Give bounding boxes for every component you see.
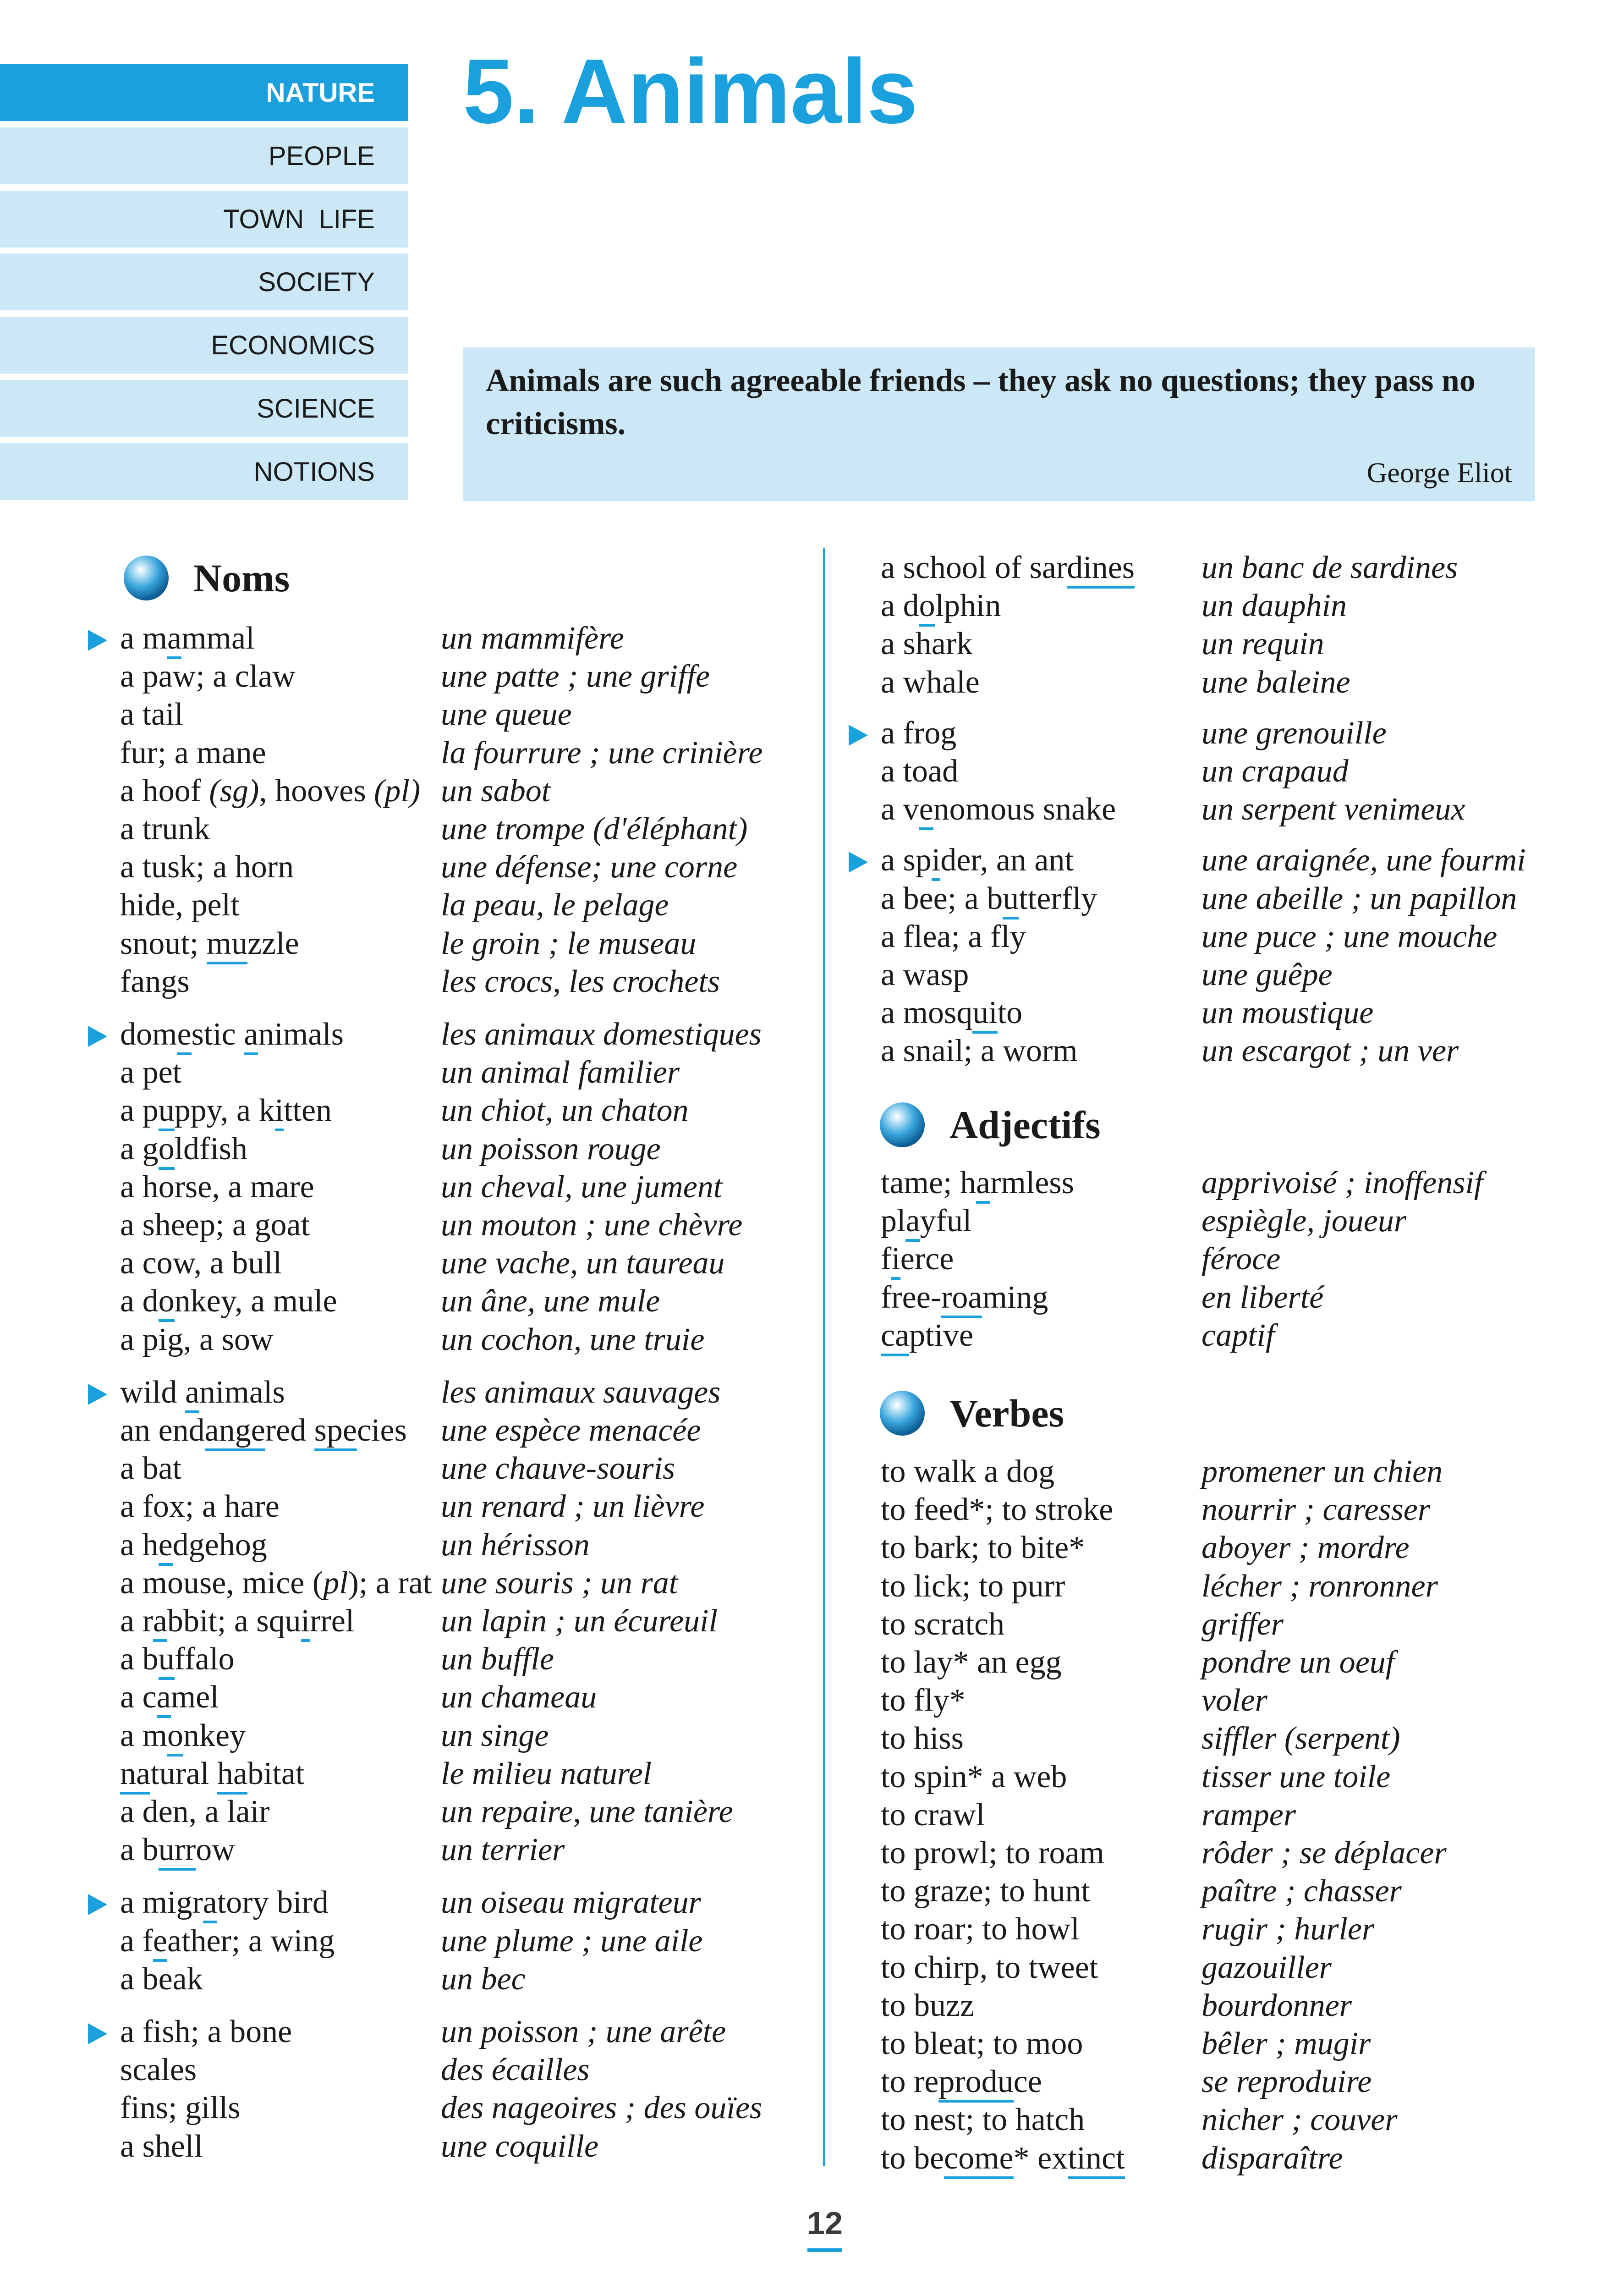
english-term: to roar; to howl <box>881 1911 1080 1947</box>
english-term: wild animals <box>120 1374 285 1411</box>
triangle-bullet-icon <box>88 2023 107 2044</box>
french-translation: nourrir ; caresser <box>1202 1492 1431 1528</box>
vocab-entry <box>120 1054 853 1091</box>
english-term: a whale <box>881 664 980 700</box>
english-term: a puppy, a kitten <box>120 1092 332 1129</box>
vocab-entry <box>881 1987 1614 2025</box>
french-translation: un dauphin <box>1202 588 1347 624</box>
vocab-entry <box>881 1317 1614 1354</box>
french-translation: un oiseau migrateur <box>441 1885 701 1921</box>
vocab-entry <box>120 2051 853 2089</box>
english-term: a fish; a bone <box>120 2014 292 2049</box>
english-term: natural habitat <box>120 1755 304 1793</box>
sidebar-item-notions[interactable]: NOTIONS <box>0 443 408 500</box>
english-term: to hiss <box>881 1721 964 1756</box>
vocab-entry <box>881 918 1614 956</box>
vocab-entry <box>881 549 1614 587</box>
vocab-entry <box>120 1488 853 1525</box>
vocab-entry <box>881 2101 1614 2139</box>
sidebar-item-economics[interactable]: ECONOMICS <box>0 317 408 374</box>
vocab-entry <box>120 1130 853 1168</box>
french-translation: un escargot ; un ver <box>1202 1033 1459 1069</box>
english-term: to lick; to purr <box>881 1568 1065 1604</box>
vocab-entry <box>120 1450 853 1487</box>
triangle-bullet-icon <box>849 852 868 873</box>
french-translation: bourdonner <box>1202 1988 1352 2023</box>
french-translation: une chauve-souris <box>441 1451 675 1487</box>
vocab-entry <box>881 1834 1614 1872</box>
section-title: Adjectifs <box>949 1103 1101 1147</box>
french-translation: la peau, le pelage <box>441 887 669 923</box>
vocab-entry <box>881 1644 1614 1681</box>
english-term: a camel <box>120 1679 219 1716</box>
vocab-entry <box>881 2140 1614 2177</box>
vocab-entry <box>881 1758 1614 1796</box>
section-title: Noms <box>193 556 290 600</box>
english-term: to feed*; to stroke <box>881 1492 1114 1528</box>
vocab-entry <box>881 1796 1614 1834</box>
english-term: captive <box>881 1317 973 1354</box>
vocab-entry <box>120 2089 853 2127</box>
vocab-entry <box>120 1283 853 1320</box>
triangle-bullet-icon <box>88 1894 107 1915</box>
english-term: a pet <box>120 1055 182 1090</box>
english-term: a donkey, a mule <box>120 1283 337 1320</box>
vocab-entry <box>881 1491 1614 1529</box>
french-translation: un chameau <box>441 1679 597 1715</box>
french-translation: gazouiller <box>1202 1949 1332 1985</box>
english-term: a dolphin <box>881 587 1001 625</box>
french-translation: un animal familier <box>441 1055 680 1090</box>
french-translation: tisser une toile <box>1202 1759 1391 1795</box>
section-title: Verbes <box>949 1391 1064 1435</box>
french-translation: apprivoisé ; inoffensif <box>1202 1165 1483 1200</box>
french-translation: la fourrure ; une crinière <box>441 735 763 771</box>
french-translation: disparaître <box>1202 2140 1343 2176</box>
vocab-entry <box>881 1164 1614 1202</box>
french-translation: une queue <box>441 697 572 732</box>
vocab-entry <box>881 1279 1614 1316</box>
english-term: a bee; a butterfly <box>881 880 1097 918</box>
french-translation: les animaux domestiques <box>441 1017 762 1052</box>
french-translation: siffler (serpent) <box>1202 1721 1400 1756</box>
triangle-bullet-icon <box>88 630 107 651</box>
english-term: a flea; a fly <box>881 919 1026 954</box>
vocab-entry <box>120 1244 853 1282</box>
page-title: 5. Animals <box>463 40 918 143</box>
page-number-underline <box>807 2248 842 2252</box>
vocab-entry <box>881 715 1614 752</box>
english-term: a beak <box>120 1961 203 1997</box>
french-translation: une souris ; un rat <box>441 1565 678 1601</box>
english-term: to graze; to hunt <box>881 1873 1090 1909</box>
english-term: a hedgehog <box>120 1526 267 1564</box>
french-translation: un mouton ; une chèvre <box>441 1207 743 1243</box>
vocab-entry <box>881 1682 1614 1719</box>
sidebar-item-society[interactable]: SOCIETY <box>0 253 408 310</box>
vocab-entry <box>881 664 1614 701</box>
english-term: a mammal <box>120 620 255 657</box>
french-translation: en liberté <box>1202 1279 1324 1315</box>
french-translation: un chiot, un chaton <box>441 1093 689 1129</box>
english-term: a spider, an ant <box>881 842 1074 879</box>
vocab-entry <box>881 791 1614 828</box>
english-term: a tail <box>120 697 183 732</box>
english-term: a monkey <box>120 1717 246 1755</box>
vocab-entry <box>120 1922 853 1960</box>
vocab-entry <box>120 1884 853 1922</box>
vocab-entry <box>881 1720 1614 1757</box>
english-term: to buzz <box>881 1988 975 2023</box>
vocab-entry <box>120 1793 853 1831</box>
english-term: a toad <box>881 754 959 789</box>
english-term: to spin* a web <box>881 1759 1067 1795</box>
sidebar-item-town-life[interactable]: TOWN LIFE <box>0 191 408 248</box>
vocab-entry <box>881 2063 1614 2101</box>
vocab-entry <box>120 925 853 963</box>
french-translation: une baleine <box>1202 664 1350 700</box>
french-translation: une guêpe <box>1202 957 1333 992</box>
vocab-entry <box>120 963 853 1001</box>
english-term: fur; a mane <box>120 735 266 771</box>
french-translation: un lapin ; un écureuil <box>441 1603 718 1639</box>
vocab-entry <box>881 587 1614 625</box>
english-term: a wasp <box>881 957 969 992</box>
english-term: a frog <box>881 715 957 751</box>
english-term: a rabbit; a squirrel <box>120 1602 354 1640</box>
french-translation: espiègle, joueur <box>1202 1203 1407 1239</box>
vocab-entry <box>881 1032 1614 1070</box>
english-term: scales <box>120 2052 197 2088</box>
french-translation: un poisson ; une arête <box>441 2014 726 2049</box>
french-translation: un singe <box>441 1718 549 1753</box>
english-term: a den, a lair <box>120 1794 270 1829</box>
quote-author: George Eliot <box>1366 457 1512 489</box>
vocab-entry <box>120 1831 853 1869</box>
english-term: tame; harmless <box>881 1164 1074 1202</box>
french-translation: le groin ; le museau <box>441 925 697 961</box>
vocab-entry <box>881 1872 1614 1910</box>
english-term: a burrow <box>120 1831 235 1869</box>
english-term: playful <box>881 1202 971 1240</box>
french-translation: paître ; chasser <box>1202 1873 1402 1909</box>
french-translation: un poisson rouge <box>441 1131 661 1167</box>
french-translation: aboyer ; mordre <box>1202 1530 1410 1566</box>
vocab-entry <box>120 1960 853 1998</box>
sphere-bullet-icon <box>880 1102 925 1147</box>
french-translation: un âne, une mule <box>441 1283 660 1319</box>
french-translation: promener un chien <box>1202 1454 1443 1489</box>
french-translation: un crapaud <box>1202 754 1349 789</box>
english-term: a fox; a hare <box>120 1489 280 1525</box>
english-term: free-roaming <box>881 1279 1048 1316</box>
section-noms <box>124 556 290 600</box>
english-term: a pig, a sow <box>120 1321 274 1357</box>
french-translation: lécher ; ronronner <box>1202 1568 1438 1604</box>
vocab-entry <box>120 810 853 848</box>
sphere-bullet-icon <box>880 1391 925 1436</box>
french-translation: une vache, un taureau <box>441 1245 725 1281</box>
french-translation: voler <box>1202 1683 1267 1718</box>
english-term: a bat <box>120 1451 182 1487</box>
english-term: hide, pelt <box>120 887 240 923</box>
english-term: domestic animals <box>120 1016 344 1053</box>
vocab-entry <box>120 848 853 886</box>
english-term: to lay* an egg <box>881 1645 1062 1680</box>
vocab-entry <box>120 2013 853 2051</box>
french-translation: une puce ; une mouche <box>1202 919 1498 954</box>
vocab-entry <box>120 1412 853 1449</box>
french-translation: bêler ; mugir <box>1202 2026 1371 2061</box>
french-translation: un bec <box>441 1961 526 1997</box>
english-term: a sheep; a goat <box>120 1207 310 1243</box>
page-number: 12 <box>807 2205 843 2241</box>
quote-text: Animals are such agreeable friends – they ask no questions; they pass no criticisms. <box>486 363 1476 441</box>
triangle-bullet-icon <box>849 725 868 746</box>
french-translation: un renard ; un lièvre <box>441 1489 705 1525</box>
english-term: to become* extinct <box>881 2140 1125 2177</box>
english-term: to chirp, to tweet <box>881 1949 1098 1985</box>
vocab-entry <box>881 1240 1614 1278</box>
english-term: a trunk <box>120 811 210 847</box>
vocab-entry <box>881 994 1614 1032</box>
english-term: fangs <box>120 964 190 999</box>
english-term: fins; gills <box>120 2090 241 2126</box>
french-translation: une grenouille <box>1202 715 1387 751</box>
english-term: to fly* <box>881 1683 966 1718</box>
english-term: to nest; to hatch <box>881 2102 1085 2138</box>
english-term: to prowl; to roam <box>881 1835 1104 1871</box>
french-translation: une trompe (d'éléphant) <box>441 811 748 847</box>
vocab-entry <box>881 956 1614 994</box>
french-translation: une abeille ; un papillon <box>1202 881 1517 916</box>
section-verbes <box>880 1391 1064 1436</box>
english-term: fierce <box>881 1240 954 1278</box>
sidebar-item-science[interactable]: SCIENCE <box>0 380 408 437</box>
english-term: a goldfish <box>120 1130 247 1168</box>
vocab-entry <box>881 625 1614 663</box>
english-term: a hoof (sg), hooves (pl) <box>120 773 421 809</box>
french-translation: un terrier <box>441 1832 565 1868</box>
french-translation: une espèce menacée <box>441 1413 701 1448</box>
vocab-entry <box>120 1602 853 1640</box>
english-term: to crawl <box>881 1797 985 1833</box>
vocab-entry <box>120 2128 853 2165</box>
english-term: a mosquito <box>881 994 1022 1032</box>
vocab-entry <box>881 2025 1614 2063</box>
vocab-entry <box>120 1092 853 1129</box>
french-translation: une patte ; une griffe <box>441 659 710 694</box>
french-translation: une défense; une corne <box>441 849 738 885</box>
quote-box <box>463 347 1535 501</box>
french-translation: une plume ; une aile <box>441 1923 703 1959</box>
french-translation: un cochon, une truie <box>441 1321 705 1357</box>
vocab-entry <box>120 886 853 924</box>
french-translation: un serpent venimeux <box>1202 792 1465 827</box>
vocab-entry <box>120 1679 853 1716</box>
french-translation: un hérisson <box>441 1527 590 1563</box>
french-translation: griffer <box>1202 1606 1284 1642</box>
french-translation: des nageoires ; des ouïes <box>441 2090 763 2126</box>
french-translation: une araignée, une fourmi <box>1202 842 1526 878</box>
french-translation: rugir ; hurler <box>1202 1911 1375 1947</box>
vocab-entry <box>881 1911 1614 1948</box>
french-translation: un repaire, une tanière <box>441 1794 733 1829</box>
french-translation: nicher ; couver <box>1202 2102 1398 2138</box>
vocab-entry <box>881 842 1614 879</box>
vocab-entry <box>881 1568 1614 1605</box>
french-translation: captif <box>1202 1317 1275 1353</box>
vocab-entry <box>881 753 1614 790</box>
sphere-bullet-icon <box>124 556 169 600</box>
french-translation: une coquille <box>441 2128 599 2164</box>
vocab-entry <box>120 1168 853 1206</box>
english-term: a cow, a bull <box>120 1245 282 1281</box>
english-term: a feather; a wing <box>120 1922 335 1960</box>
sidebar-item-nature[interactable]: NATURE <box>0 64 408 121</box>
french-translation: pondre un oeuf <box>1202 1645 1395 1680</box>
french-translation: un cheval, une jument <box>441 1169 723 1205</box>
vocab-entry <box>881 1453 1614 1491</box>
french-translation: les crocs, les crochets <box>441 964 720 999</box>
vocab-entry <box>120 772 853 810</box>
french-translation: les animaux sauvages <box>441 1374 721 1410</box>
french-translation: un buffle <box>441 1641 554 1677</box>
english-term: to bleat; to moo <box>881 2026 1083 2061</box>
triangle-bullet-icon <box>88 1026 107 1047</box>
triangle-bullet-icon <box>88 1384 107 1405</box>
vocab-entry <box>120 734 853 772</box>
french-translation: un moustique <box>1202 995 1374 1031</box>
english-term: a tusk; a horn <box>120 849 294 885</box>
vocab-entry <box>881 1529 1614 1567</box>
vocab-entry <box>120 1374 853 1411</box>
vocab-entry <box>120 1321 853 1359</box>
french-translation: féroce <box>1202 1241 1281 1277</box>
english-term: a shark <box>881 626 973 662</box>
vocab-entry <box>881 1606 1614 1643</box>
english-term: a mouse, mice (pl); a rat <box>120 1565 432 1601</box>
vocab-entry <box>120 1755 853 1793</box>
vocab-entry <box>881 1949 1614 1987</box>
english-term: a venomous snake <box>881 791 1116 828</box>
english-term: a migratory bird <box>120 1884 329 1922</box>
french-translation: un sabot <box>441 773 551 809</box>
english-term: snout; muzzle <box>120 925 299 963</box>
french-translation: le milieu naturel <box>441 1756 652 1791</box>
vocab-entry <box>120 1564 853 1602</box>
english-term: to reproduce <box>881 2063 1042 2101</box>
french-translation: ramper <box>1202 1797 1296 1833</box>
vocab-entry <box>120 1717 853 1755</box>
vocab-entry <box>120 696 853 733</box>
english-term: a horse, a mare <box>120 1169 314 1205</box>
english-term: an endangered species <box>120 1412 407 1449</box>
english-term: a school of sardines <box>881 549 1135 587</box>
vocab-entry <box>120 1641 853 1678</box>
english-term: to scratch <box>881 1606 1005 1642</box>
section-adjectifs <box>880 1102 1101 1147</box>
vocab-entry <box>881 1202 1614 1240</box>
french-translation: des écailles <box>441 2052 590 2088</box>
vocab-entry <box>120 1206 853 1244</box>
french-translation: rôder ; se déplacer <box>1202 1835 1447 1871</box>
english-term: to bark; to bite* <box>881 1530 1085 1566</box>
vocab-entry <box>120 1526 853 1564</box>
vocab-entry <box>120 620 853 657</box>
english-term: a paw; a claw <box>120 659 296 694</box>
french-translation: un mammifère <box>441 621 624 656</box>
vocab-entry <box>120 1016 853 1053</box>
french-translation: se reproduire <box>1202 2064 1372 2100</box>
vocab-entry <box>881 880 1614 918</box>
french-translation: un banc de sardines <box>1202 550 1458 585</box>
sidebar-item-people[interactable]: PEOPLE <box>0 127 408 184</box>
english-term: to walk a dog <box>881 1454 1055 1489</box>
french-translation: un requin <box>1202 626 1324 662</box>
english-term: a buffalo <box>120 1641 234 1678</box>
english-term: a snail; a worm <box>881 1033 1078 1069</box>
vocab-entry <box>120 658 853 695</box>
english-term: a shell <box>120 2128 203 2164</box>
